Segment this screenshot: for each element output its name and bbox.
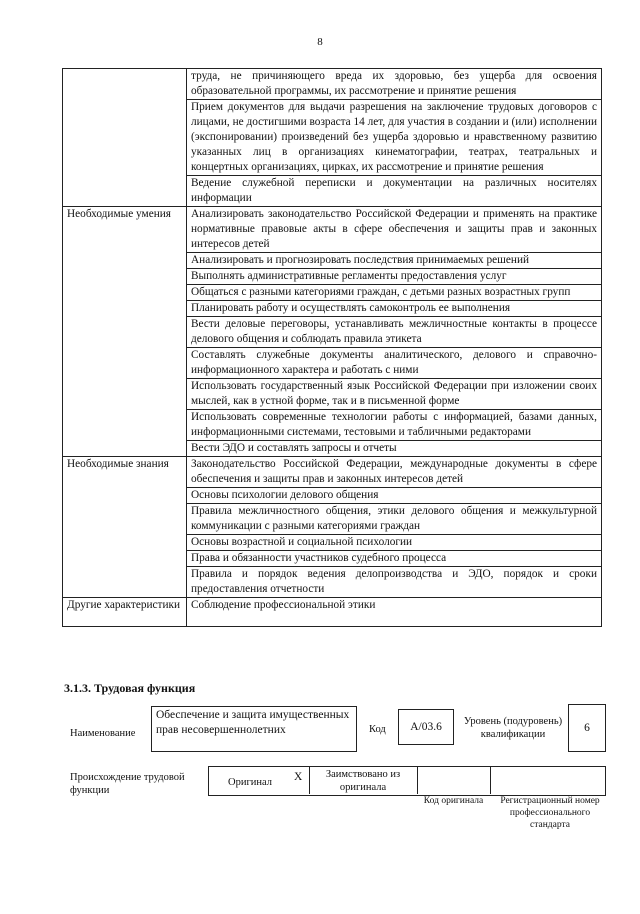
code-label: Код [369,724,386,735]
table-cell: Права и обязанности участников судебного процесса [187,551,602,567]
name-value: Обеспечение и защита имущественных прав несовершеннолетних [151,706,357,752]
name-label: Наименование [70,728,136,739]
divider [417,766,418,794]
original-mark: X [294,771,303,783]
code-caption: Код оригинала [423,796,484,806]
row-label-skills: Необходимые умения [63,207,187,457]
table-cell: Общаться с разными категориями граждан, с детьми разных возрастных групп [187,285,602,301]
origin-label: Происхождение трудовой функции [70,772,185,796]
table-row [63,207,602,253]
reg-caption: Регистрационный номер профессионального стандарта [500,796,600,830]
original-label: Оригинал [228,777,272,788]
table-cell: Анализировать законодательство Российской Федерации и применять на практике нормативные правовые акты в сфере обеспечения и защиты прав и законных интересов детей [187,207,602,253]
table-row [63,457,602,488]
row-label-cont [63,69,187,207]
table-cell: Анализировать и прогнозировать последствия принимаемых решений [187,253,602,269]
table-cell: Ведение служебной переписки и документации на различных носителях информации [187,176,602,207]
table-cell: Использовать государственный язык Российской Федерации при изложении своих мыслей, как в устной форме, так и в письменной форме [187,379,602,410]
row-label-other: Другие характеристики [63,598,187,627]
table-cell: Вести ЭДО и составлять запросы и отчеты [187,441,602,457]
table-cell: Основы психологии делового общения [187,488,602,504]
table-cell: Использовать современные технологии работы с информацией, базами данных, информационными системами, тестовыми и табличными редакторами [187,410,602,441]
level-label: Уровень (подуровень) квалификации [463,716,563,740]
divider [490,766,491,794]
table-cell: Вести деловые переговоры, устанавливать межличностные контакты в процессе делового общения и соблюдать правила этикета [187,317,602,348]
competency-table [62,68,602,627]
table-cell: Соблюдение профессиональной этики [187,598,602,627]
borrowed-label: Заимствовано из оригинала [325,769,401,793]
table-cell: Правила и порядок ведения делопроизводства и ЭДО, порядок и сроки предоставления отчетности [187,567,602,598]
table-cell: Составлять служебные документы аналитического, делового и справочно-информационного характера и работать с ними [187,348,602,379]
code-value: А/03.6 [398,709,454,745]
page-number: 8 [317,36,323,48]
divider [309,766,310,794]
table-cell: Основы возрастной и социальной психологии [187,535,602,551]
row-label-knowledge: Необходимые знания [63,457,187,598]
table-row [63,598,602,627]
table-cell: Законодательство Российской Федерации, международные документы в сфере обеспечения и защиты прав и законных интересов детей [187,457,602,488]
table-cell: Выполнять административные регламенты предоставления услуг [187,269,602,285]
table-cell: Прием документов для выдачи разрешения на заключение трудовых договоров с лицами, не достигшими возраста 14 лет, для участия в создании и (или) исполнении (экспонировании) произведений без ущерба здоровью и нравственному развитию указанных лиц в организациях кинематографии, театрах, театральных и концертных организациях, цирках, их рассмотрение и принятие решения [187,100,602,176]
table-cell: труда, не причиняющего вреда их здоровью, без ущерба для освоения образовательной программы, их рассмотрение и принятие решения [187,69,602,100]
level-value: 6 [568,704,606,752]
table-cell: Планировать работу и осуществлять самоконтроль ее выполнения [187,301,602,317]
table-cell: Правила межличностного общения, этики делового общения и межкультурной коммуникации с разными категориями граждан [187,504,602,535]
table-row [63,69,602,100]
section-heading: 3.1.3. Трудовая функция [64,681,196,695]
